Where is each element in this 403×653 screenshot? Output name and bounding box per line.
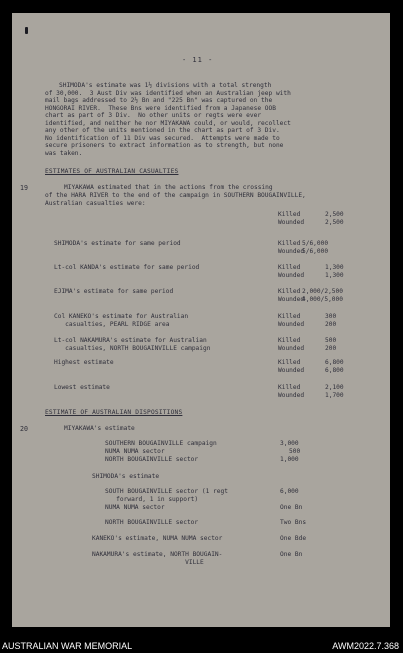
disposition-value: 500 [289, 448, 301, 455]
estimate-label: Col KANEKO's estimate for Australian [54, 313, 189, 320]
paragraph-line: HONGORAI RIVER. These Bns were identified from a Japanese OOB [45, 104, 276, 112]
wounded-label: Wounded [278, 345, 305, 352]
paragraph-line: identified, and neither he nor MIYAKAWA could, or would, recollect [45, 119, 291, 127]
wounded-label: Wounded [278, 296, 305, 303]
killed-value: 500 [325, 337, 337, 344]
miyakawa-estimate-title: MIYAKAWA's estimate [64, 425, 135, 432]
disposition-value: 1,000 [280, 456, 299, 463]
paragraph-line: SHIMODA's estimate was 1½ divisions with a total strength [59, 82, 272, 89]
paragraph-line: chart as part of 3 Div. No other units or regts were ever [45, 112, 262, 119]
wounded-label: Wounded [278, 248, 305, 255]
killed-value: 1,300 [325, 264, 344, 271]
killed-value: 2,500 [325, 211, 344, 218]
disposition-label: SOUTHERN BOUGAINVILLE campaign [105, 440, 217, 447]
estimate-label: Lt-col NAKAMURA's estimate for Australian [54, 337, 207, 344]
disposition-label: NORTH BOUGAINVILLE sector [105, 456, 199, 463]
nakamura-estimate-label: NAKAMURA's estimate, NORTH BOUGAIN- [92, 551, 223, 558]
estimate-label: casualties, NORTH BOUGAINVILLE campaign [54, 345, 211, 352]
disposition-value: 6,000 [280, 488, 299, 495]
disposition-label: NORTH BOUGAINVILLE sector [105, 519, 199, 526]
footer-accession-number: AWM2022.7.368 [332, 641, 399, 651]
footer-institution: AUSTRALIAN WAR MEMORIAL [2, 641, 133, 651]
wounded-value: 4,000/5,000 [302, 296, 343, 303]
kaneko-estimate-label: KANEKO's estimate, NUMA NUMA sector [92, 535, 223, 542]
disposition-value: One Bn [280, 504, 303, 511]
wounded-value: 200 [325, 321, 337, 328]
estimate-label: SHIMODA's estimate for same period [54, 240, 181, 247]
wounded-value: 2,500 [325, 219, 344, 226]
section-intro-line: Australian casualties were: [45, 200, 146, 207]
killed-value: 2,000/2,500 [302, 288, 343, 295]
estimate-label: casualties, PEARL RIDGE area [54, 321, 170, 328]
paragraph-line: any other of the units mentioned in the chart as part of 3 Div. [45, 127, 280, 134]
wounded-value: 5/6,000 [302, 248, 329, 255]
disposition-label: SOUTH BOUGAINVILLE sector (1 regt [105, 488, 228, 495]
estimate-label: Highest estimate [54, 359, 114, 366]
nakamura-estimate-label: VILLE [92, 559, 204, 566]
intro-paragraph [45, 82, 389, 157]
nakamura-estimate-value: One Bn [280, 551, 303, 558]
paragraph-line: of 30,000. 3 Aust Div was identified when an Australian jeep with [45, 89, 291, 97]
wounded-label: Wounded [278, 321, 305, 328]
paragraph-number: 19 [20, 184, 28, 192]
killed-label: Killed [278, 359, 301, 366]
killed-label: Killed [278, 337, 301, 344]
paragraph-line: No identification of 11 Div was secured. Attempts were made to [45, 134, 280, 142]
wounded-label: Wounded [278, 392, 305, 399]
paragraph-line: mail bags addressed to 2½ Bn and "225 Bn" was captured on the [45, 97, 273, 104]
estimate-label: Lt-col KANDA's estimate for same period [54, 264, 200, 271]
killed-label: Killed [278, 264, 301, 271]
killed-label: Killed [278, 288, 301, 295]
section-intro-line: of the HARA RIVER to the end of the campaign in SOUTHERN BOUGAINVILLE, [45, 192, 306, 199]
paragraph-line: secure prisoners to extract information as to strength, but none [45, 142, 284, 149]
wounded-value: 200 [325, 345, 337, 352]
section-intro-line: MIYAKAWA estimated that in the actions from the crossing [64, 184, 273, 191]
kaneko-estimate-value: One Bde [280, 535, 307, 542]
shimoda-estimate-title: SHIMODA's estimate [92, 473, 160, 480]
section-heading-dispositions: ESTIMATE OF AUSTRALIAN DISPOSITIONS [45, 409, 183, 416]
wounded-label: Wounded [278, 367, 305, 374]
disposition-value: 3,000 [280, 440, 299, 447]
estimate-label: Lowest estimate [54, 384, 110, 391]
paragraph-line: was taken. [45, 149, 83, 157]
disposition-label: NUMA NUMA sector [105, 448, 165, 455]
wounded-label: Wounded [278, 272, 305, 279]
killed-value: 2,100 [325, 384, 344, 391]
killed-label: Killed [278, 211, 301, 218]
disposition-label: NUMA NUMA sector [105, 504, 165, 511]
estimate-label: EJIMA's estimate for same period [54, 288, 174, 295]
wounded-value: 6,800 [325, 367, 344, 374]
wounded-value: 1,700 [325, 392, 344, 399]
page-number: - 11 - [182, 56, 214, 64]
paragraph-number: 20 [20, 425, 28, 433]
killed-value: 5/6,000 [302, 240, 329, 247]
killed-value: 300 [325, 313, 337, 320]
footer-bar [0, 639, 403, 653]
wounded-label: Wounded [278, 219, 305, 226]
killed-value: 6,800 [325, 359, 344, 366]
killed-label: Killed [278, 240, 301, 247]
ink-mark [25, 27, 28, 34]
section-heading-casualties: ESTIMATES OF AUSTRALIAN CASUALTIES [45, 168, 179, 175]
killed-label: Killed [278, 313, 301, 320]
document-page [12, 13, 390, 627]
disposition-label: forward, 1 in support) [105, 496, 199, 503]
killed-label: Killed [278, 384, 301, 391]
wounded-value: 1,300 [325, 272, 344, 279]
disposition-value: Two Bns [280, 519, 307, 526]
